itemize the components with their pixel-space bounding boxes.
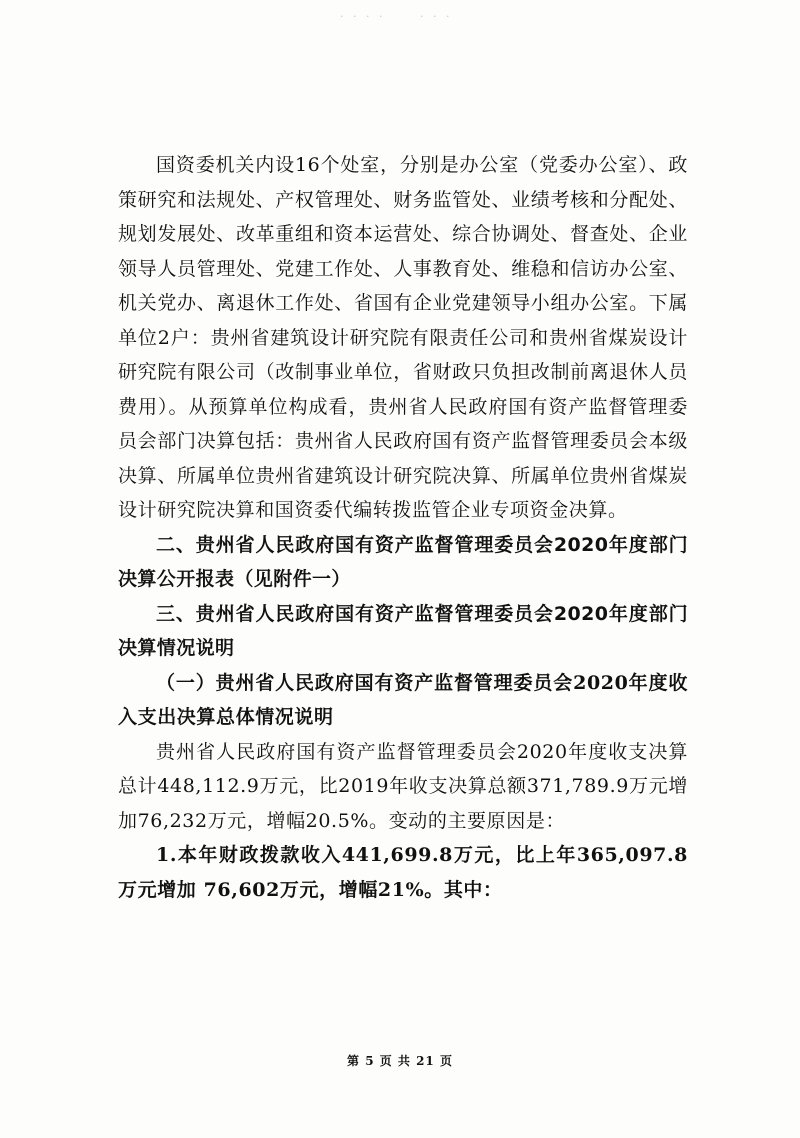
scan-artifact: · · · · (340, 10, 386, 23)
paragraph-fiscal-allocation: 1.本年财政拨款收入441,699.8万元，比上年365,097.8万元增加 76,602万元，增幅21%。其中： (118, 844, 688, 901)
document-body (118, 148, 688, 907)
heading-section-2: 二、贵州省人民政府国有资产监督管理委员会2020年度部门决算公开报表（见附件一） (118, 533, 688, 590)
heading-subsection-1: （一）贵州省人民政府国有资产监督管理委员会2020年度收入支出决算总体情况说明 (118, 671, 688, 728)
scan-artifact: · · · (420, 10, 453, 23)
heading-section-3: 三、贵州省人民政府国有资产监督管理委员会2020年度部门决算情况说明 (118, 602, 688, 659)
paragraph-budget-summary: 贵州省人民政府国有资产监督管理委员会2020年度收支决算总计448,112.9万元，比2019年收支决算总额371,789.9万元增加76,232万元，增幅20.5%。变动的主要原因是： (118, 740, 688, 832)
paragraph-organization: 国资委机关内设16个处室，分别是办公室（党委办公室）、政策研究和法规处、产权管理处、财务监管处、业绩考核和分配处、规划发展处、改革重组和资本运营处、综合协调处、督查处、企业领导人员管理处、党建工作处、人事教育处、维稳和信访办公室、机关党办、离退休工作处、省国有企业党建领导小组办公室。下属单位2户：贵州省建筑设计研究院有限责任公司和贵州省煤炭设计研究院有限公司（改制事业单位，省财政只负担改制前离退休人员费用）。从预算单位构成看，贵州省人民政府国有资产监督管理委员会部门决算包括：贵州省人民政府国有资产监督管理委员会本级决算、所属单位贵州省建筑设计研究院决算、所属单位贵州省煤炭设计研究院决算和国资委代编转拨监管企业专项资金决算。 (118, 154, 688, 521)
page-number: 第 5 页 共 21 页 (347, 1054, 453, 1068)
